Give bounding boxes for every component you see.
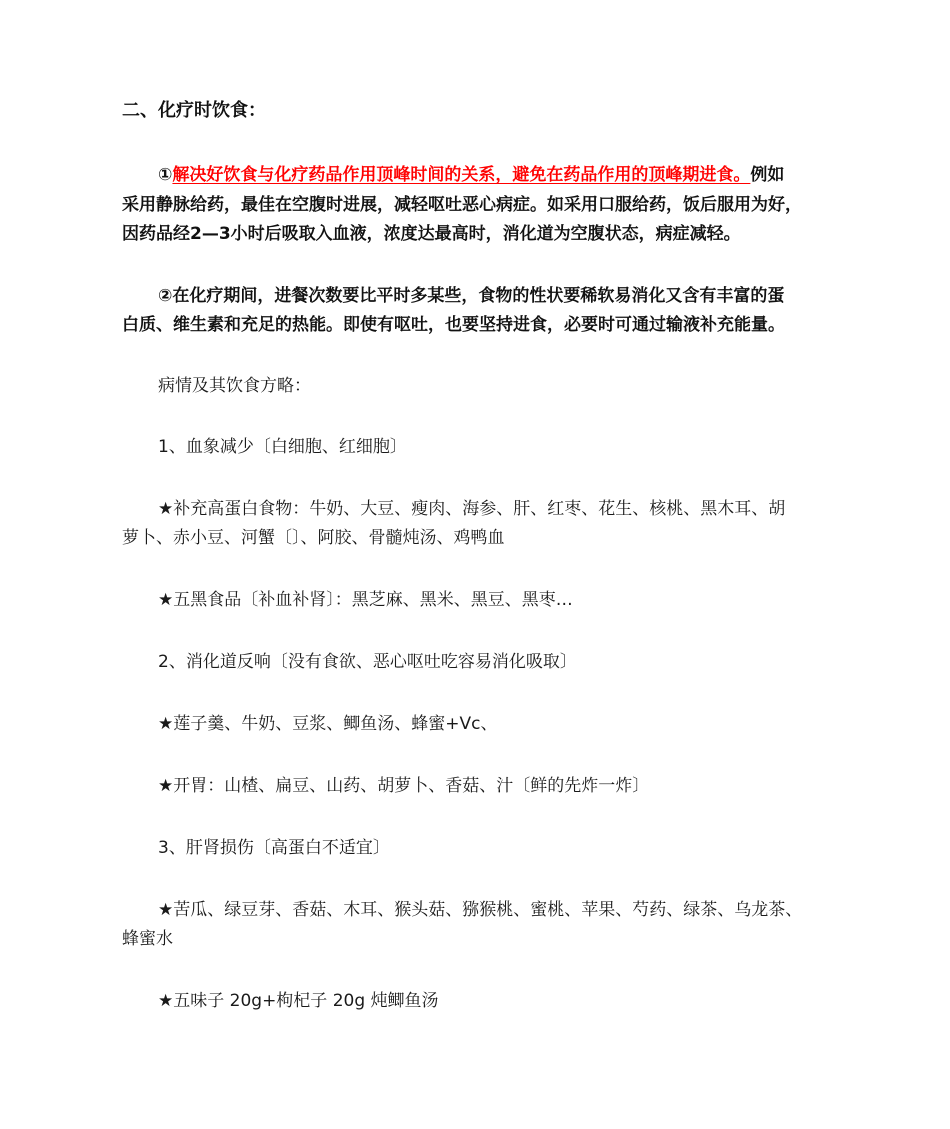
item-1-black-foods: ★五黑食品〔补血补肾〕：黑芝麻、黑米、黑豆、黑枣… — [158, 590, 573, 610]
item-3-soup: ★五味子 20g+枸杞子 20g 炖鲫鱼汤 — [158, 991, 439, 1011]
para1-line2: 采用静脉给药，最佳在空腹时进展，减轻呕吐恶心病症。如采用口服给药，饭后服用为好， — [122, 195, 802, 215]
para2-line2: 白质、维生素和充足的热能。即使有呕吐，也要坚持进食，必要时可通过输液补充能量。 — [122, 315, 785, 335]
item-1-food-line1: ★补充高蛋白食物：牛奶、大豆、瘦肉、海参、肝、红枣、花生、核桃、黑木耳、胡 — [158, 499, 786, 519]
para1-prefix: ① — [158, 165, 173, 185]
item-3-food-line2: 蜂蜜水 — [122, 929, 173, 949]
item-1-title: 1、血象减少〔白细胞、红细胞〕 — [158, 437, 407, 457]
item-3-food-line1: ★苦瓜、绿豆芽、香菇、木耳、猴头菇、猕猴桃、蜜桃、苹果、芍药、绿茶、乌龙茶、 — [158, 900, 803, 920]
strategy-title: 病情及其饮食方略： — [158, 376, 311, 396]
item-2-appetite: ★开胃：山楂、扁豆、山药、胡萝卜、香菇、汁〔鲜的先炸一炸〕 — [158, 776, 650, 796]
item-1-food-line2: 萝卜、赤小豆、河蟹〔〕、阿胶、骨髓炖汤、鸡鸭血 — [122, 528, 505, 548]
para2-line1: ②在化疗期间，进餐次数要比平时多某些，食物的性状要稀软易消化又含有丰富的蛋 — [158, 286, 785, 306]
section-heading: 二、化疗时饮食： — [122, 100, 266, 121]
para1-highlight: 解决好饮食与化疗药品作用顶峰时间的关系，避免在药品作用的顶峰期进食。 — [172, 165, 751, 185]
item-2-title: 2、消化道反响〔没有食欲、恶心呕吐吃容易消化吸取〕 — [158, 652, 577, 672]
item-3-title: 3、肝肾损伤〔高蛋白不适宜〕 — [158, 838, 390, 858]
item-2-food: ★莲子羹、牛奶、豆浆、鲫鱼汤、蜂蜜+Vc、 — [158, 714, 498, 734]
para1-line1-rest: 例如 — [750, 165, 785, 185]
para1-line1 — [158, 160, 784, 190]
para1-line3: 因药品经2—3小时后吸取入血液，浓度达最高时，消化道为空腹状态，病症减轻。 — [122, 224, 741, 244]
